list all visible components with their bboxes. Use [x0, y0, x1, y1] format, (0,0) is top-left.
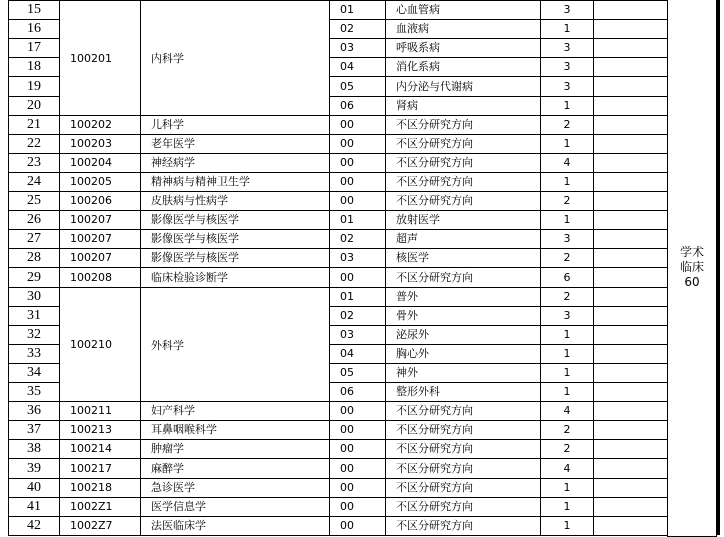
row-index: 17: [8, 38, 60, 58]
direction-code: 00: [329, 497, 386, 517]
direction-name: 胸心外: [385, 344, 541, 364]
major-code: 100202: [59, 115, 141, 135]
direction-code: 03: [329, 325, 386, 345]
direction-code: 00: [329, 172, 386, 192]
row-index: 33: [8, 344, 60, 364]
blank-cell: [593, 420, 668, 440]
major-name: 临床检验诊断学: [140, 267, 330, 288]
enrollment-count: 1: [540, 172, 594, 192]
direction-code: 03: [329, 248, 386, 268]
category-cell: [667, 0, 717, 537]
blank-cell: [593, 478, 668, 498]
enrollment-count: 1: [540, 210, 594, 230]
direction-code: 00: [329, 420, 386, 440]
enrollment-count: 2: [540, 287, 594, 307]
direction-name: 不区分研究方向: [385, 115, 541, 135]
direction-name: 骨外: [385, 306, 541, 326]
enrollment-count: 3: [540, 306, 594, 326]
blank-cell: [593, 96, 668, 116]
major-name: 老年医学: [140, 134, 330, 154]
direction-name: 不区分研究方向: [385, 439, 541, 459]
direction-code: 06: [329, 96, 386, 116]
major-code: 100204: [59, 153, 141, 173]
major-code: 100217: [59, 458, 141, 479]
row-index: 26: [8, 210, 60, 230]
direction-code: 04: [329, 344, 386, 364]
major-code: 100205: [59, 172, 141, 192]
blank-cell: [593, 248, 668, 268]
direction-code: 01: [329, 210, 386, 230]
direction-name: 不区分研究方向: [385, 134, 541, 154]
direction-name: 消化系病: [385, 57, 541, 77]
direction-name: 超声: [385, 229, 541, 249]
major-name: 皮肤病与性病学: [140, 191, 330, 211]
blank-cell: [593, 382, 668, 402]
enrollment-count: 3: [540, 57, 594, 77]
direction-code: 00: [329, 153, 386, 173]
enrollment-count: 1: [540, 382, 594, 402]
blank-cell: [593, 115, 668, 135]
enrollment-count: 3: [540, 38, 594, 58]
blank-cell: [593, 57, 668, 77]
enrollment-count: 2: [540, 248, 594, 268]
major-name: 影像医学与核医学: [140, 229, 330, 249]
category-text: 临床: [679, 260, 704, 274]
row-index: 27: [8, 229, 60, 249]
direction-name: 血液病: [385, 19, 541, 39]
direction-name: 呼吸系病: [385, 38, 541, 58]
blank-cell: [593, 516, 668, 536]
row-index: 41: [8, 497, 60, 517]
row-index: 39: [8, 458, 60, 479]
blank-cell: [593, 267, 668, 288]
direction-name: 不区分研究方向: [385, 401, 541, 421]
enrollment-count: 1: [540, 363, 594, 383]
blank-cell: [593, 210, 668, 230]
enrollment-count: 1: [540, 497, 594, 517]
row-index: 32: [8, 325, 60, 345]
direction-name: 不区分研究方向: [385, 497, 541, 517]
enrollment-count: 2: [540, 439, 594, 459]
row-index: 23: [8, 153, 60, 173]
blank-cell: [593, 439, 668, 459]
direction-code: 00: [329, 439, 386, 459]
major-name: 肿瘤学: [140, 439, 330, 459]
major-code: 100214: [59, 439, 141, 459]
row-index: 42: [8, 516, 60, 536]
major-code: 100201: [59, 0, 141, 116]
major-code: 100211: [59, 401, 141, 421]
major-code: 100203: [59, 134, 141, 154]
direction-code: 06: [329, 382, 386, 402]
major-code: 100208: [59, 267, 141, 288]
major-code: 1002Z7: [59, 516, 141, 536]
major-code: 100213: [59, 420, 141, 440]
row-index: 19: [8, 76, 60, 97]
blank-cell: [593, 344, 668, 364]
row-index: 22: [8, 134, 60, 154]
direction-name: 不区分研究方向: [385, 516, 541, 536]
enrollment-count: 1: [540, 478, 594, 498]
enrollment-count: 6: [540, 267, 594, 288]
direction-code: 05: [329, 363, 386, 383]
direction-code: 00: [329, 267, 386, 288]
major-name: 神经病学: [140, 153, 330, 173]
direction-code: 04: [329, 57, 386, 77]
blank-cell: [593, 38, 668, 58]
major-name: 精神病与精神卫生学: [140, 172, 330, 192]
direction-name: 不区分研究方向: [385, 458, 541, 479]
enrollment-count: 3: [540, 229, 594, 249]
enrollment-count: 3: [540, 0, 594, 20]
enrollment-count: 1: [540, 325, 594, 345]
row-index: 25: [8, 191, 60, 211]
row-index: 24: [8, 172, 60, 192]
row-index: 16: [8, 19, 60, 39]
direction-name: 整形外科: [385, 382, 541, 402]
enrollment-count: 4: [540, 153, 594, 173]
major-code: 100218: [59, 478, 141, 498]
direction-code: 02: [329, 229, 386, 249]
major-name: 急诊医学: [140, 478, 330, 498]
blank-cell: [593, 306, 668, 326]
direction-name: 核医学: [385, 248, 541, 268]
enrollment-count: 1: [540, 134, 594, 154]
blank-cell: [593, 497, 668, 517]
major-name: 法医临床学: [140, 516, 330, 536]
direction-code: 01: [329, 287, 386, 307]
direction-name: 不区分研究方向: [385, 420, 541, 440]
direction-code: 05: [329, 76, 386, 97]
major-code: 100207: [59, 248, 141, 268]
enrollment-count: 4: [540, 458, 594, 479]
enrollment-count: 1: [540, 19, 594, 39]
row-index: 28: [8, 248, 60, 268]
major-name: 内科学: [140, 0, 330, 116]
direction-code: 00: [329, 115, 386, 135]
row-index: 35: [8, 382, 60, 402]
major-code: 100206: [59, 191, 141, 211]
blank-cell: [593, 325, 668, 345]
row-index: 15: [8, 0, 60, 20]
blank-cell: [593, 19, 668, 39]
direction-name: 放射医学: [385, 210, 541, 230]
enrollment-count: 3: [540, 76, 594, 97]
row-index: 31: [8, 306, 60, 326]
enrollment-count: 1: [540, 344, 594, 364]
row-index: 20: [8, 96, 60, 116]
direction-name: 不区分研究方向: [385, 267, 541, 288]
blank-cell: [593, 0, 668, 20]
enrollment-count: 1: [540, 96, 594, 116]
major-name: 外科学: [140, 287, 330, 402]
direction-code: 00: [329, 191, 386, 211]
blank-cell: [593, 401, 668, 421]
blank-cell: [593, 363, 668, 383]
direction-name: 不区分研究方向: [385, 191, 541, 211]
direction-code: 01: [329, 0, 386, 20]
direction-code: 03: [329, 38, 386, 58]
major-name: 影像医学与核医学: [140, 248, 330, 268]
major-code: 100207: [59, 210, 141, 230]
row-index: 34: [8, 363, 60, 383]
direction-code: 00: [329, 478, 386, 498]
direction-code: 00: [329, 134, 386, 154]
enrollment-count: 2: [540, 420, 594, 440]
major-code: 100207: [59, 229, 141, 249]
major-name: 儿科学: [140, 115, 330, 135]
enrollment-count: 2: [540, 115, 594, 135]
direction-name: 不区分研究方向: [385, 478, 541, 498]
row-index: 29: [8, 267, 60, 288]
direction-name: 神外: [385, 363, 541, 383]
row-index: 30: [8, 287, 60, 307]
row-index: 21: [8, 115, 60, 135]
blank-cell: [593, 76, 668, 97]
direction-code: 02: [329, 306, 386, 326]
direction-code: 02: [329, 19, 386, 39]
direction-code: 00: [329, 401, 386, 421]
category-text: 60: [684, 275, 700, 289]
row-index: 18: [8, 57, 60, 77]
major-code: 1002Z1: [59, 497, 141, 517]
direction-name: 不区分研究方向: [385, 153, 541, 173]
blank-cell: [593, 229, 668, 249]
direction-name: 普外: [385, 287, 541, 307]
enrollment-count: 2: [540, 191, 594, 211]
row-index: 36: [8, 401, 60, 421]
blank-cell: [593, 134, 668, 154]
row-index: 38: [8, 439, 60, 459]
category-text: 学术: [679, 245, 704, 259]
table-edge: [717, 0, 720, 535]
direction-code: 00: [329, 458, 386, 479]
blank-cell: [593, 287, 668, 307]
direction-name: 心血管病: [385, 0, 541, 20]
direction-name: 不区分研究方向: [385, 172, 541, 192]
direction-name: 内分泌与代谢病: [385, 76, 541, 97]
blank-cell: [593, 191, 668, 211]
enrollment-count: 1: [540, 516, 594, 536]
major-name: 影像医学与核医学: [140, 210, 330, 230]
major-name: 医学信息学: [140, 497, 330, 517]
blank-cell: [593, 153, 668, 173]
enrollment-count: 4: [540, 401, 594, 421]
major-name: 麻醉学: [140, 458, 330, 479]
row-index: 40: [8, 478, 60, 498]
direction-code: 00: [329, 516, 386, 536]
major-code: 100210: [59, 287, 141, 402]
major-name: 耳鼻咽喉科学: [140, 420, 330, 440]
blank-cell: [593, 172, 668, 192]
row-index: 37: [8, 420, 60, 440]
major-name: 妇产科学: [140, 401, 330, 421]
direction-name: 肾病: [385, 96, 541, 116]
blank-cell: [593, 458, 668, 479]
direction-name: 泌尿外: [385, 325, 541, 345]
